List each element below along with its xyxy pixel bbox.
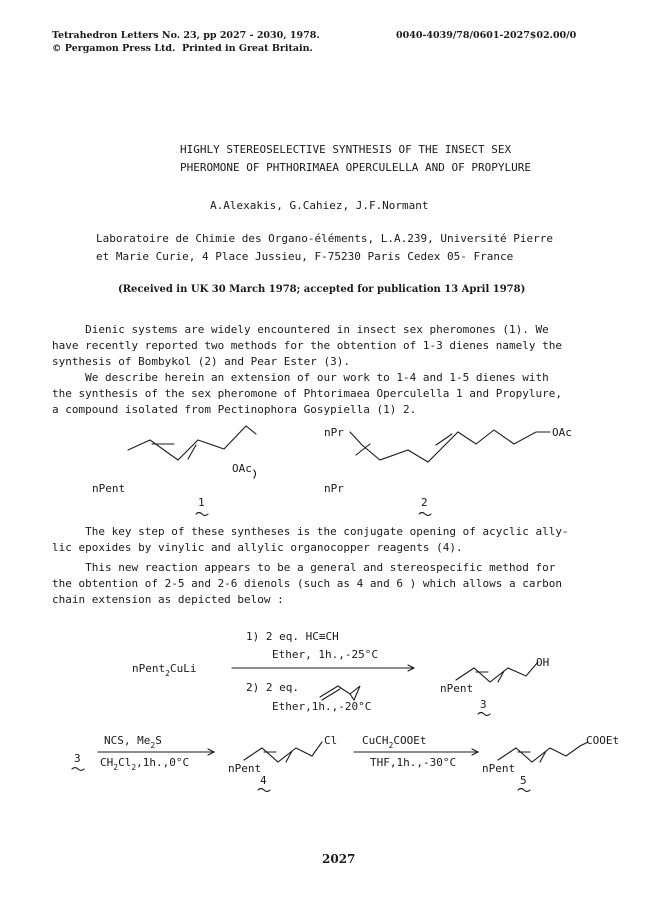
underline-tilde <box>196 513 208 516</box>
structure-2-npr-top: nPr <box>324 426 344 439</box>
underline-tilde <box>419 513 431 516</box>
ncs-cond-mid: Cl <box>118 756 132 769</box>
text-line: The key step of these syntheses is the conjugate opening of acyclic ally- <box>52 525 569 538</box>
step-2-solvent: Ether,1h.,-20°C <box>272 700 372 713</box>
ncs-subscript: 2 <box>150 741 156 750</box>
cuprate-2-subscript: 2 <box>388 741 394 750</box>
title-line-1: HIGHLY STEREOSELECTIVE SYNTHESIS OF THE INSECT SEX <box>180 143 512 156</box>
text-line: synthesis of Bombykol (2) and Pear Ester (3). <box>52 355 351 368</box>
product-5-pent: nPent <box>482 762 516 775</box>
page-number: 2027 <box>322 852 356 866</box>
text-line: a compound isolated from Pectinophora Gosypiella (1) 2. <box>52 403 417 416</box>
cuprate-reagent <box>132 662 196 678</box>
article-code: 0040-4039/78/0601-2027$02.00/0 <box>396 30 577 41</box>
product-5-skeleton <box>498 742 588 762</box>
structure-2-npr-bottom: nPr <box>324 482 344 495</box>
structure-2-number: 2 <box>421 496 428 509</box>
underline-tilde <box>258 789 270 792</box>
cuprate-2-reagent <box>362 734 426 750</box>
step-2-conditions: 2) 2 eq. <box>246 681 299 694</box>
cuprate-2-text-end: COOEt <box>393 734 427 747</box>
text-line: Dienic systems are widely encountered in insect sex pheromones (1). We <box>52 323 549 336</box>
starting-number: 3 <box>74 752 81 765</box>
product-3-pent: nPent <box>440 682 474 695</box>
ncs-reagent <box>104 734 162 750</box>
product-4-number: 4 <box>260 774 267 787</box>
product-3-skeleton <box>456 662 538 682</box>
ncs-cond-sub2: 2 <box>131 763 137 772</box>
product-5-number: 5 <box>520 774 527 787</box>
ncs-text: NCS, Me <box>104 734 151 747</box>
received-line: (Received in UK 30 March 1978; accepted for publication 13 April 1978) <box>118 284 526 295</box>
ncs-cond-sub1: 2 <box>113 763 119 772</box>
product-5-cooet: COOEt <box>586 734 620 747</box>
structure-1-number: 1 <box>198 496 205 509</box>
vinyl-epoxide-icon <box>320 686 360 700</box>
step-1-solvent: Ether, 1h.,-25°C <box>272 648 378 661</box>
journal-line: Tetrahedron Letters No. 23, pp 2027 - 2030, 1978. <box>52 30 320 41</box>
product-3-number: 3 <box>480 698 487 711</box>
cuprate-2-text: CuCH <box>362 734 389 747</box>
structure-1-oac-label: OAc <box>232 462 252 475</box>
text-line: We describe herein an extension of our work to 1-4 and 1-5 dienes with <box>52 371 549 384</box>
ncs-cond-text: CH <box>100 756 114 769</box>
structure-2-skeleton <box>350 430 550 462</box>
affiliation-line-2: et Marie Curie, 4 Place Jussieu, F-75230 Paris Cedex 05- France <box>96 250 514 263</box>
structure-2-oac-label: OAc <box>552 426 572 439</box>
text-line: This new reaction appears to be a general and stereospecific method for <box>52 561 556 574</box>
affiliation-line-1: Laboratoire de Chimie des Organo-éléments, L.A.239, Université Pierre <box>96 232 553 245</box>
text-line: have recently reported two methods for the obtention of 1-3 dienes namely the <box>52 339 562 352</box>
ncs-conditions <box>100 756 189 772</box>
structure-1-pent-label: nPent <box>92 482 126 495</box>
cuprate-text: nPent <box>132 662 166 675</box>
publisher-line: © Pergamon Press Ltd. Printed in Great Britain. <box>52 43 313 54</box>
underline-tilde <box>72 768 84 771</box>
underline-tilde <box>518 789 530 792</box>
cuprate-subscript: 2 <box>165 669 170 678</box>
text-line: chain extension as depicted below : <box>52 593 284 606</box>
cuprate-2-conditions: THF,1h.,-30°C <box>370 756 457 769</box>
step-1-conditions: 1) 2 eq. HC≡CH <box>246 630 339 643</box>
product-4-skeleton <box>244 742 322 762</box>
title-line-2: PHEROMONE OF PHTHORIMAEA OPERCULELLA AND OF PROPYLURE <box>180 161 531 174</box>
product-4-cl: Cl <box>324 734 338 747</box>
cuprate-text-end: CuLi <box>169 662 197 675</box>
text-line: the obtention of 2-5 and 2-6 dienols (such as 4 and 6 ) which allows a carbon <box>52 577 562 590</box>
ncs-cond-end: ,1h.,0°C <box>136 756 190 769</box>
text-line: the synthesis of the sex pheromone of Phtorimaea Operculella 1 and Propylure, <box>52 387 562 400</box>
ncs-text-end: S <box>155 734 162 747</box>
text-line: lic epoxides by vinylic and allylic organocopper reagents (4). <box>52 541 463 554</box>
product-3-oh: OH <box>536 656 550 669</box>
product-4-pent: nPent <box>228 762 262 775</box>
underline-tilde <box>478 713 490 716</box>
authors: A.Alexakis, G.Cahiez, J.F.Normant <box>210 199 429 212</box>
